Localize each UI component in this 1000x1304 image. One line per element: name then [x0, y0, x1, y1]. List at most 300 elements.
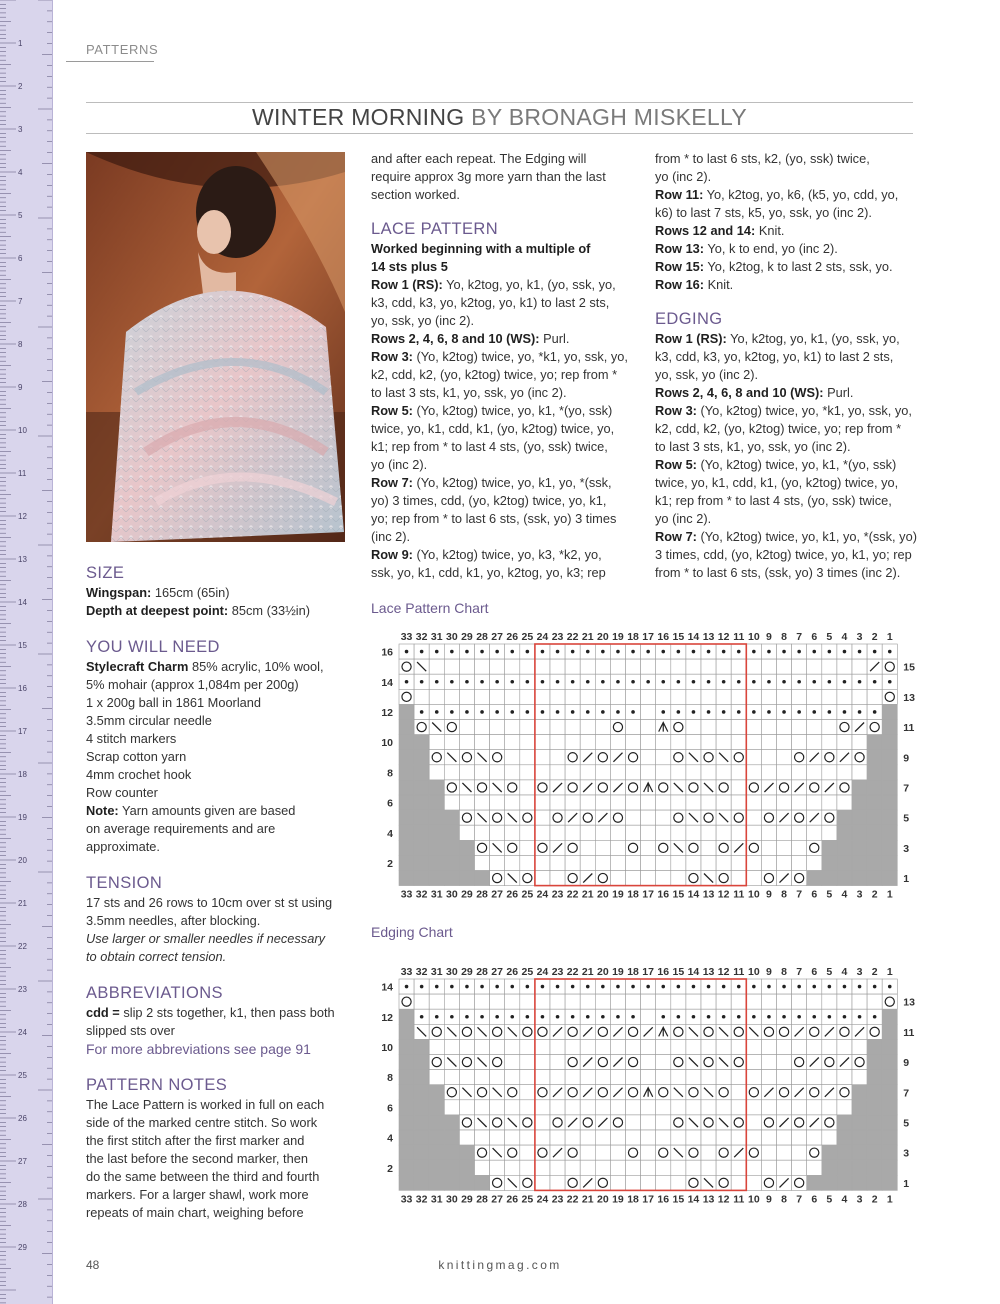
chart-knit-dot	[828, 680, 832, 684]
chart-cell	[746, 1055, 761, 1070]
chart-cell	[746, 1039, 761, 1054]
chart-cell	[429, 1024, 444, 1039]
chart-cell	[459, 840, 474, 855]
chart-cell	[792, 1130, 807, 1145]
chart-row-number-rs: 7	[903, 782, 910, 795]
chart-cell	[656, 1115, 671, 1130]
chart-row-number-ws: 4	[387, 827, 393, 840]
chart-cell	[595, 1145, 610, 1160]
ruler-ticks	[0, 0, 52, 1304]
chart-knit-dot	[601, 1015, 605, 1019]
chart-cell	[626, 871, 641, 886]
lace-instructions-continued	[655, 150, 925, 294]
chart-knit-dot	[526, 680, 530, 684]
chart-cell	[716, 994, 731, 1009]
chart-cell	[716, 840, 731, 855]
chart-knit-dot	[843, 1015, 847, 1019]
chart-column-number: 8	[781, 1193, 787, 1206]
chart-cell	[565, 871, 580, 886]
chart-knit-dot	[707, 985, 711, 989]
chart-cell	[414, 735, 429, 750]
chart-cell	[882, 855, 897, 870]
chart-column-number: 3	[856, 1193, 863, 1206]
need-heading: YOU WILL NEED	[86, 638, 220, 656]
chart-cell	[429, 1175, 444, 1190]
edging-chart-title: Edging Chart	[371, 924, 453, 940]
chart-cell	[520, 810, 535, 825]
chart-cell	[777, 1070, 792, 1085]
chart-cell	[731, 1130, 746, 1145]
chart-cell	[792, 810, 807, 825]
chart-cell	[761, 1160, 776, 1175]
worked-line	[371, 240, 646, 258]
chart-knit-dot	[752, 680, 756, 684]
chart-column-number: 11	[733, 1193, 745, 1206]
chart-cell	[444, 735, 459, 750]
chart-knit-dot	[465, 710, 469, 714]
chart-knit-dot	[616, 710, 620, 714]
chart-cell	[595, 720, 610, 735]
chart-cell	[429, 810, 444, 825]
chart-cell	[459, 1070, 474, 1085]
chart-knit-dot	[631, 1015, 635, 1019]
chart-cell	[414, 994, 429, 1009]
chart-cell	[490, 810, 505, 825]
chart-cell	[459, 735, 474, 750]
chart-cell	[882, 825, 897, 840]
chart-cell	[444, 1130, 459, 1145]
chart-cell	[565, 720, 580, 735]
chart-cell	[459, 1175, 474, 1190]
chart-cell	[490, 1024, 505, 1039]
chart-cell	[807, 825, 822, 840]
chart-cell	[626, 1145, 641, 1160]
ruler-cm-label: 5	[18, 211, 23, 220]
chart-knit-dot	[526, 710, 530, 714]
chart-cell	[520, 735, 535, 750]
tension-line: 17 sts and 26 rows to 10cm over st st using	[86, 895, 333, 910]
chart-cell	[641, 1115, 656, 1130]
chart-column-number: 27	[491, 631, 503, 643]
chart-knit-dot	[586, 650, 590, 654]
chart-column-number: 10	[748, 966, 760, 978]
chart-cell	[701, 735, 716, 750]
chart-knit-dot	[616, 1015, 620, 1019]
chart-cell	[822, 994, 837, 1009]
chart-column-number: 19	[612, 1193, 624, 1206]
lace-instruction-line: k3, cdd, k3, yo, k2tog, yo, k1) to last 2 sts,	[371, 295, 610, 310]
lace-instruction-row-label: Row 11:	[655, 187, 704, 202]
chart-cell	[701, 1115, 716, 1130]
chart-cell	[565, 825, 580, 840]
chart-cell	[414, 1039, 429, 1054]
chart-cell	[444, 720, 459, 735]
chart-cell	[671, 994, 686, 1009]
chart-cell	[520, 750, 535, 765]
chart-column-number: 24	[536, 631, 549, 643]
chart-cell	[671, 750, 686, 765]
ruler-cm-label: 7	[18, 297, 23, 306]
chart-cell	[761, 689, 776, 704]
chart-cell	[580, 840, 595, 855]
notes-line: do the same between the third and fourth	[86, 1169, 320, 1184]
chart-cell	[490, 871, 505, 886]
chart-knit-dot	[722, 650, 726, 654]
chart-knit-dot	[601, 650, 605, 654]
chart-cell	[580, 1130, 595, 1145]
chart-column-number: 20	[597, 966, 609, 978]
chart-cell	[595, 1160, 610, 1175]
chart-cell	[686, 825, 701, 840]
chart-cell	[822, 720, 837, 735]
chart-cell	[867, 750, 882, 765]
chart-cell	[475, 1039, 490, 1054]
chart-row-number-ws: 14	[381, 676, 393, 689]
chart-column-number: 33	[400, 631, 413, 643]
edging-instructions	[655, 330, 925, 582]
chart-column-number: 30	[446, 888, 458, 901]
chart-cell	[656, 689, 671, 704]
chart-column-number: 29	[461, 888, 473, 901]
chart-cell	[746, 735, 761, 750]
chart-knit-dot	[782, 680, 786, 684]
chart-cell	[429, 994, 444, 1009]
chart-knit-dot	[510, 710, 514, 714]
edging-instruction-row-label: Row 7:	[655, 529, 697, 544]
chart-cell	[686, 871, 701, 886]
lace-instruction-line: k1; rep from * to last 4 sts, (yo, ssk) twice,	[371, 439, 608, 454]
chart-cell	[686, 659, 701, 674]
chart-cell	[777, 795, 792, 810]
intro-line: require approx 3g more yarn than the last	[371, 169, 606, 184]
chart-row-number-rs: 15	[903, 661, 915, 674]
chart-cell	[671, 720, 686, 735]
chart-cell	[701, 659, 716, 674]
chart-row-number-ws: 4	[387, 1132, 393, 1145]
chart-cell	[490, 689, 505, 704]
chart-column-number: 1	[886, 1193, 893, 1206]
chart-cell	[520, 765, 535, 780]
chart-cell	[444, 1160, 459, 1175]
chart-cell	[505, 1070, 520, 1085]
chart-column-number: 5	[826, 1193, 833, 1206]
chart-cell	[459, 825, 474, 840]
chart-column-number: 27	[491, 966, 503, 978]
chart-cell	[565, 1055, 580, 1070]
worked-line	[371, 258, 646, 276]
chart-cell	[520, 1055, 535, 1070]
chart-cell	[822, 1039, 837, 1054]
chart-knit-dot	[843, 985, 847, 989]
chart-knit-dot	[435, 985, 439, 989]
chart-cell	[701, 1145, 716, 1160]
chart-cell	[399, 735, 414, 750]
chart-column-number: 10	[748, 1193, 760, 1206]
chart-cell	[459, 1039, 474, 1054]
ruler-cm-label: 18	[18, 770, 27, 779]
more-abbreviations-link[interactable]: For more abbreviations see page 91	[86, 1041, 311, 1057]
chart-cell	[716, 689, 731, 704]
chart-cell	[626, 1085, 641, 1100]
chart-cell	[837, 994, 852, 1009]
lace-instruction-line: to last 3 sts, k1, yo, ssk, yo (inc 2).	[371, 385, 567, 400]
ruler-cm-label: 17	[18, 727, 27, 736]
chart-cell	[565, 765, 580, 780]
chart-knit-dot	[782, 650, 786, 654]
chart-cell	[822, 840, 837, 855]
chart-column-number: 1	[886, 966, 893, 978]
chart-knit-dot	[616, 650, 620, 654]
lace-instruction-row-label: Row 16:	[655, 277, 705, 292]
chart-cell	[429, 840, 444, 855]
chart-cell	[610, 1175, 625, 1190]
lace-instruction-line: Rows 2, 4, 6, 8 and 10 (WS): Purl.	[371, 331, 570, 346]
chart-cell	[731, 825, 746, 840]
chart-cell	[882, 1115, 897, 1130]
chart-cell	[731, 780, 746, 795]
chart-cell	[731, 994, 746, 1009]
chart-cell	[475, 1175, 490, 1190]
chart-column-number: 4	[841, 1193, 848, 1206]
chart-cell	[807, 780, 822, 795]
chart-cell	[641, 735, 656, 750]
chart-cell	[746, 659, 761, 674]
chart-cell	[686, 689, 701, 704]
chart-knit-dot	[420, 1015, 424, 1019]
chart-cell	[490, 765, 505, 780]
chart-cell	[550, 1175, 565, 1190]
chart-knit-dot	[510, 680, 514, 684]
chart-cell	[626, 720, 641, 735]
chart-cell	[490, 1115, 505, 1130]
chart-cell	[777, 1039, 792, 1054]
chart-cell	[731, 1070, 746, 1085]
chart-cell	[671, 810, 686, 825]
chart-knit-dot	[782, 985, 786, 989]
chart-cell	[792, 1115, 807, 1130]
chart-cell	[837, 1085, 852, 1100]
chart-knit-dot	[737, 710, 741, 714]
chart-cell	[414, 689, 429, 704]
chart-cell	[505, 1100, 520, 1115]
chart-row-number-rs: 9	[903, 1057, 910, 1070]
chart-cell	[746, 1130, 761, 1145]
chart-cell	[746, 855, 761, 870]
lace-instruction-row-label: Row 13:	[655, 241, 705, 256]
chart-cell	[837, 1115, 852, 1130]
chart-cell	[701, 1160, 716, 1175]
chart-knit-dot	[435, 650, 439, 654]
chart-cell	[822, 765, 837, 780]
chart-knit-dot	[601, 680, 605, 684]
chart-knit-dot	[495, 985, 499, 989]
ruler-cm-label: 25	[18, 1071, 27, 1080]
chart-cell	[822, 810, 837, 825]
yarn-spec: 85% acrylic, 10% wool,	[191, 659, 324, 674]
chart-cell	[656, 765, 671, 780]
chart-column-number: 23	[551, 631, 564, 643]
chart-cell	[746, 840, 761, 855]
chart-cell	[565, 1024, 580, 1039]
chart-cell	[475, 689, 490, 704]
chart-cell	[610, 840, 625, 855]
chart-cell	[626, 825, 641, 840]
chart-knit-dot	[571, 680, 575, 684]
chart-cell	[852, 795, 867, 810]
chart-cell	[459, 689, 474, 704]
chart-cell	[429, 795, 444, 810]
chart-column-number: 17	[642, 888, 654, 901]
tension-note: to obtain correct tension.	[86, 949, 227, 964]
chart-cell	[807, 720, 822, 735]
chart-cell	[641, 1160, 656, 1175]
chart-row-number-ws: 2	[387, 1162, 393, 1175]
chart-knit-dot	[495, 1015, 499, 1019]
chart-knit-dot	[450, 710, 454, 714]
chart-cell	[595, 765, 610, 780]
chart-cell	[444, 1145, 459, 1160]
chart-cell	[746, 1115, 761, 1130]
chart-column-number: 7	[796, 1193, 803, 1206]
chart-column-number: 19	[612, 631, 624, 643]
chart-cell	[671, 735, 686, 750]
chart-cell	[777, 1160, 792, 1175]
chart-row-number-rs: 13	[903, 996, 915, 1009]
chart-column-number: 32	[415, 966, 428, 978]
lace-instruction-row-label: Row 15:	[655, 259, 705, 274]
chart-cell	[656, 1100, 671, 1115]
chart-cell	[580, 1070, 595, 1085]
chart-knit-dot	[888, 985, 892, 989]
chart-cell	[671, 1160, 686, 1175]
chart-cell	[399, 1009, 414, 1024]
chart-cell	[671, 659, 686, 674]
chart-cell	[505, 1160, 520, 1175]
shawl-model-photo	[86, 152, 345, 542]
ruler-cm-label: 27	[18, 1157, 27, 1166]
chart-cell	[792, 735, 807, 750]
chart-cell	[867, 1130, 882, 1145]
chart-column-number: 6	[811, 631, 818, 643]
chart-column-number: 23	[551, 888, 564, 901]
chart-cell	[731, 810, 746, 825]
chart-knit-dot	[858, 650, 862, 654]
chart-column-number: 20	[597, 631, 609, 643]
chart-cell	[656, 1085, 671, 1100]
chart-cell	[399, 689, 414, 704]
chart-cell	[414, 810, 429, 825]
chart-cell	[746, 689, 761, 704]
chart-cell	[414, 840, 429, 855]
chart-cell	[429, 1160, 444, 1175]
yarn-line-2: 5% mohair (approx 1,084m per 200g)	[86, 677, 299, 692]
chart-cell	[610, 795, 625, 810]
chart-cell	[565, 1039, 580, 1054]
chart-cell	[852, 780, 867, 795]
edging-instruction-line: twice, yo, k1, cdd, k1, (yo, k2tog) twice, yo,	[655, 475, 899, 490]
chart-cell	[761, 720, 776, 735]
chart-knit-dot	[405, 680, 409, 684]
chart-cell	[399, 750, 414, 765]
chart-row-number-rs: 9	[903, 752, 910, 765]
chart-knit-dot	[616, 985, 620, 989]
ruler-cm-label: 11	[18, 469, 27, 478]
chart-cell	[550, 795, 565, 810]
chart-column-number: 3	[856, 888, 863, 901]
chart-knit-dot	[586, 710, 590, 714]
chart-cell	[852, 840, 867, 855]
chart-column-number: 20	[597, 888, 609, 901]
chart-cell	[595, 735, 610, 750]
chart-cell	[686, 1145, 701, 1160]
chart-column-number: 25	[521, 966, 534, 978]
chart-cell	[761, 795, 776, 810]
chart-cell	[867, 1070, 882, 1085]
chart-cell	[656, 855, 671, 870]
chart-knit-dot	[873, 680, 877, 684]
chart-knit-dot	[737, 680, 741, 684]
chart-cell	[535, 1039, 550, 1054]
chart-row-number-ws: 10	[381, 1041, 393, 1054]
chart-cell	[399, 795, 414, 810]
title-author: BY BRONAGH MISKELLY	[471, 104, 747, 130]
chart-knit-dot	[692, 1015, 696, 1019]
chart-knit-dot	[435, 1015, 439, 1019]
chart-cell	[641, 810, 656, 825]
lace-instruction-line: Row 16: Knit.	[655, 277, 734, 292]
chart-knit-dot	[556, 985, 560, 989]
chart-cell	[852, 1160, 867, 1175]
chart-cell	[807, 1070, 822, 1085]
chart-cell	[490, 1130, 505, 1145]
tension-line: 3.5mm needles, after blocking.	[86, 913, 261, 928]
chart-cell	[792, 871, 807, 886]
ruler-cm-label: 28	[18, 1200, 27, 1209]
chart-cell	[535, 855, 550, 870]
chart-cell	[414, 871, 429, 886]
chart-cell	[852, 750, 867, 765]
chart-cell	[626, 1024, 641, 1039]
note-line-3: approximate.	[86, 839, 160, 854]
chart-column-number: 24	[536, 966, 549, 978]
chart-cell	[792, 1175, 807, 1190]
chart-cell	[671, 1115, 686, 1130]
chart-cell	[520, 1024, 535, 1039]
chart-cell	[852, 871, 867, 886]
chart-knit-dot	[767, 650, 771, 654]
chart-cell	[882, 810, 897, 825]
chart-cell	[429, 1085, 444, 1100]
chart-cell	[580, 659, 595, 674]
chart-cell	[444, 1115, 459, 1130]
chart-cell	[837, 659, 852, 674]
chart-cell	[641, 1130, 656, 1145]
chart-knit-dot	[450, 680, 454, 684]
intro-line: and after each repeat. The Edging will	[371, 151, 587, 166]
chart-cell	[837, 720, 852, 735]
chart-cell	[822, 1160, 837, 1175]
chart-cell	[444, 780, 459, 795]
chart-cell	[429, 1070, 444, 1085]
need-item: 4 stitch markers	[86, 731, 177, 746]
chart-cell	[837, 1070, 852, 1085]
chart-column-number: 22	[566, 631, 579, 643]
chart-cell	[610, 765, 625, 780]
chart-column-number: 13	[702, 1193, 715, 1206]
chart-cell	[459, 1160, 474, 1175]
chart-cell	[807, 840, 822, 855]
chart-cell	[656, 1130, 671, 1145]
